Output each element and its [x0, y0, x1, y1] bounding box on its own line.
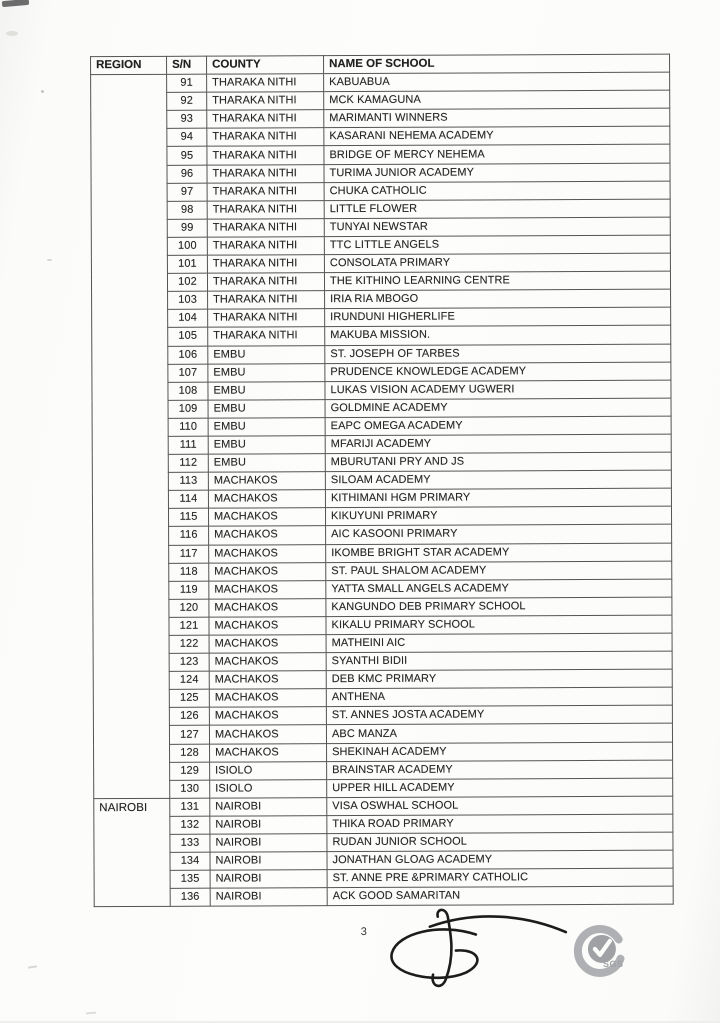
sn-cell: 93	[167, 110, 207, 128]
county-cell: THARAKA NITHI	[207, 92, 324, 111]
school-cell: KITHIMANI HGM PRIMARY	[325, 488, 671, 508]
county-cell: MACHAKOS	[209, 725, 326, 744]
column-header-sn: S/N	[167, 56, 207, 74]
school-cell: KIKALU PRIMARY SCHOOL	[326, 615, 672, 635]
school-cell: ST. ANNES JOSTA ACADEMY	[326, 706, 672, 726]
school-cell: MFARIJI ACADEMY	[325, 434, 671, 454]
school-cell: AIC KASOONI PRIMARY	[326, 525, 672, 545]
county-cell: THARAKA NITHI	[208, 327, 325, 346]
sn-cell: 105	[168, 328, 208, 346]
county-cell: NAIROBI	[210, 797, 327, 816]
school-cell: LITTLE FLOWER	[324, 199, 670, 219]
county-cell: MACHAKOS	[210, 743, 327, 762]
sn-cell: 120	[169, 599, 209, 617]
county-cell: THARAKA NITHI	[207, 200, 324, 219]
school-cell: ABC MANZA	[326, 724, 672, 744]
sn-cell: 101	[167, 255, 207, 273]
column-header-school-name: NAME OF SCHOOL	[324, 54, 670, 74]
school-cell: DEB KMC PRIMARY	[326, 669, 672, 689]
county-cell: THARAKA NITHI	[207, 110, 324, 129]
school-cell: ST. ANNE PRE &PRIMARY CATHOLIC	[327, 868, 673, 888]
county-cell: MACHAKOS	[209, 526, 326, 545]
county-cell: MACHAKOS	[208, 508, 325, 527]
county-cell: THARAKA NITHI	[207, 182, 324, 201]
school-cell: VISA OSWHAL SCHOOL	[327, 796, 673, 816]
school-cell: SILOAM ACADEMY	[325, 470, 671, 490]
sn-cell: 125	[169, 689, 209, 707]
county-cell: THARAKA NITHI	[207, 273, 324, 292]
region-cell	[91, 74, 170, 798]
school-cell: IRUNDUNI HIGHERLIFE	[325, 307, 671, 327]
school-cell: TUNYAI NEWSTAR	[324, 217, 670, 237]
sn-cell: 114	[168, 490, 208, 508]
school-cell: SHEKINAH ACADEMY	[327, 742, 673, 762]
sn-cell: 133	[170, 834, 210, 852]
school-cell: EAPC OMEGA ACADEMY	[325, 416, 671, 436]
county-cell: EMBU	[208, 381, 325, 400]
county-cell: NAIROBI	[210, 834, 327, 853]
table-body	[91, 72, 674, 907]
school-cell: ACK GOOD SAMARITAN	[327, 886, 673, 906]
sn-cell: 106	[168, 346, 208, 364]
county-cell: MACHAKOS	[209, 653, 326, 672]
county-cell: THARAKA NITHI	[207, 218, 324, 237]
sn-cell: 91	[167, 74, 207, 92]
county-cell: EMBU	[208, 399, 325, 418]
county-cell: MACHAKOS	[209, 562, 326, 581]
sn-cell: 111	[168, 436, 208, 454]
county-cell: ISIOLO	[210, 779, 327, 798]
county-cell: THARAKA NITHI	[208, 291, 325, 310]
signature-scribble	[380, 902, 576, 995]
school-cell: CHUKA CATHOLIC	[324, 181, 670, 201]
sn-cell: 131	[170, 798, 210, 816]
county-cell: THARAKA NITHI	[207, 164, 324, 183]
page-number: 3	[360, 925, 367, 939]
sn-cell: 128	[170, 744, 210, 762]
county-cell: NAIROBI	[210, 888, 327, 907]
sn-cell: 119	[169, 581, 209, 599]
sn-cell: 100	[167, 237, 207, 255]
sn-cell: 107	[168, 364, 208, 382]
school-cell: UPPER HILL ACADEMY	[327, 778, 673, 798]
region-cell: NAIROBI	[94, 798, 170, 907]
school-cell: MCK KAMAGUNA	[324, 90, 670, 110]
county-cell: MACHAKOS	[209, 617, 326, 636]
sn-cell: 135	[170, 870, 210, 888]
sn-cell: 108	[168, 382, 208, 400]
county-cell: MACHAKOS	[208, 490, 325, 509]
sn-cell: 118	[169, 563, 209, 581]
school-cell: YATTA SMALL ANGELS ACADEMY	[326, 579, 672, 599]
county-cell: EMBU	[208, 454, 325, 473]
column-header-region: REGION	[91, 56, 167, 74]
county-cell: THARAKA NITHI	[207, 255, 324, 274]
county-cell: NAIROBI	[210, 852, 327, 871]
school-cell: BRAINSTAR ACADEMY	[327, 760, 673, 780]
county-cell: NAIROBI	[210, 870, 327, 889]
county-cell: MACHAKOS	[208, 472, 325, 491]
sn-cell: 132	[170, 816, 210, 834]
county-cell: THARAKA NITHI	[207, 74, 324, 93]
school-cell: TTC LITTLE ANGELS	[324, 235, 670, 255]
sn-cell: 129	[170, 762, 210, 780]
school-cell: TURIMA JUNIOR ACADEMY	[324, 163, 670, 183]
sn-cell: 102	[167, 273, 207, 291]
school-cell: RUDAN JUNIOR SCHOOL	[327, 832, 673, 852]
sn-cell: 113	[168, 472, 208, 490]
county-cell: EMBU	[208, 363, 325, 382]
school-cell: ST. PAUL SHALOM ACADEMY	[326, 561, 672, 581]
sn-cell: 96	[167, 165, 207, 183]
sn-cell: 130	[170, 780, 210, 798]
sn-cell: 112	[168, 454, 208, 472]
sn-cell: 103	[168, 291, 208, 309]
sn-cell: 94	[167, 129, 207, 147]
sn-cell: 109	[168, 400, 208, 418]
sn-cell: 124	[169, 671, 209, 689]
school-cell: IKOMBE BRIGHT STAR ACADEMY	[326, 543, 672, 563]
county-cell: EMBU	[208, 418, 325, 437]
county-cell: NAIROBI	[210, 816, 327, 835]
school-cell: GOLDMINE ACADEMY	[325, 398, 671, 418]
school-cell: THIKA ROAD PRIMARY	[327, 814, 673, 834]
column-header-county: COUNTY	[207, 56, 324, 75]
sn-cell: 116	[169, 527, 209, 545]
sn-cell: 115	[168, 509, 208, 527]
school-cell: KASARANI NEHEMA ACADEMY	[324, 127, 670, 147]
school-cell: SYANTHI BIDII	[326, 651, 672, 671]
school-cell: JONATHAN GLOAG ACADEMY	[327, 850, 673, 870]
sn-cell: 104	[168, 309, 208, 327]
sn-cell: 97	[167, 183, 207, 201]
sn-cell: 117	[169, 545, 209, 563]
sn-cell: 134	[170, 852, 210, 870]
school-cell: MBURUTANI PRY AND JS	[325, 452, 671, 472]
school-cell: KABUABUA	[324, 72, 670, 92]
school-cell: IRIA RIA MBOGO	[325, 289, 671, 309]
sn-cell: 99	[167, 219, 207, 237]
sn-cell: 92	[167, 92, 207, 110]
school-cell: ANTHENA	[326, 687, 672, 707]
school-cell: PRUDENCE KNOWLEDGE ACADEMY	[325, 362, 671, 382]
school-table	[90, 54, 674, 908]
county-cell: MACHAKOS	[209, 598, 326, 617]
sn-cell: 123	[169, 653, 209, 671]
sgs-stamp-icon	[572, 923, 634, 987]
county-cell: THARAKA NITHI	[207, 146, 324, 165]
school-cell: MAKUBA MISSION.	[325, 326, 671, 346]
sn-cell: 122	[169, 635, 209, 653]
school-cell: KANGUNDO DEB PRIMARY SCHOOL	[326, 597, 672, 617]
school-cell: KIKUYUNI PRIMARY	[325, 506, 671, 526]
county-cell: THARAKA NITHI	[208, 309, 325, 328]
county-cell: MACHAKOS	[209, 544, 326, 563]
sn-cell: 121	[169, 617, 209, 635]
sn-cell: 136	[170, 888, 210, 906]
school-cell: ST. JOSEPH OF TARBES	[325, 344, 671, 364]
school-cell: LUKAS VISION ACADEMY UGWERI	[325, 380, 671, 400]
county-cell: MACHAKOS	[209, 635, 326, 654]
school-cell: MATHEINI AIC	[326, 633, 672, 653]
county-cell: MACHAKOS	[209, 580, 326, 599]
county-cell: EMBU	[208, 436, 325, 455]
county-cell: THARAKA NITHI	[207, 237, 324, 256]
sn-cell: 110	[168, 418, 208, 436]
county-cell: MACHAKOS	[209, 671, 326, 690]
county-cell: EMBU	[208, 345, 325, 364]
sn-cell: 126	[169, 708, 209, 726]
school-cell: MARIMANTI WINNERS	[324, 108, 670, 128]
school-cell: THE KITHINO LEARNING CENTRE	[324, 271, 670, 291]
county-cell: MACHAKOS	[209, 689, 326, 708]
sn-cell: 127	[169, 726, 209, 744]
sn-cell: 98	[167, 201, 207, 219]
school-cell: CONSOLATA PRIMARY	[324, 253, 670, 273]
school-cell: BRIDGE OF MERCY NEHEMA	[324, 145, 670, 165]
county-cell: MACHAKOS	[209, 707, 326, 726]
county-cell: ISIOLO	[210, 761, 327, 780]
sn-cell: 95	[167, 147, 207, 165]
sgs-stamp-label: SGS	[602, 958, 624, 969]
county-cell: THARAKA NITHI	[207, 128, 324, 147]
